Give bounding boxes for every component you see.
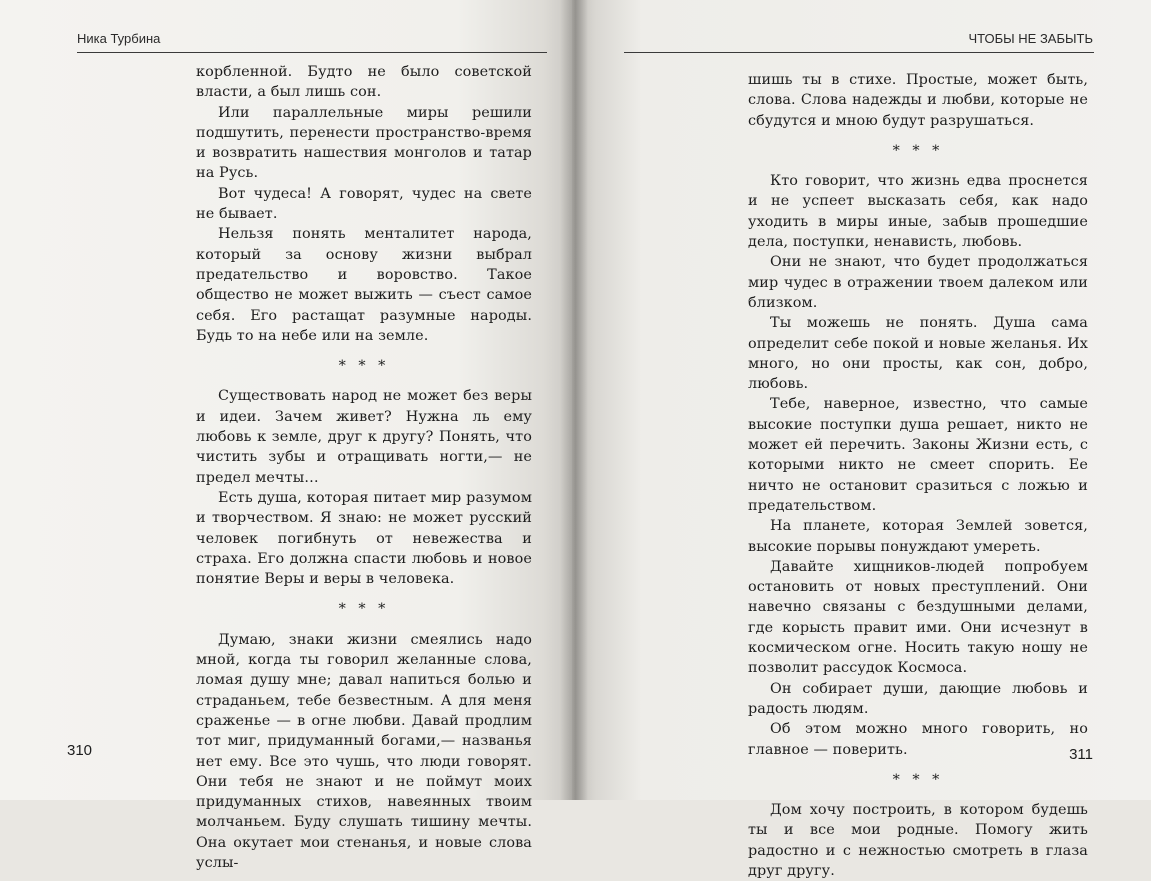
paragraph: Нельзя понять менталитет народа, который за основу жизни выбрал предательство и воровство. Такое общество не может выжить — съест самое себя. Его растащат разумные народы. Будь то на небе или на земле. <box>196 226 532 344</box>
paragraph: Кто говорит, что жизнь едва проснется и не успеет высказать себя, как надо уходить в миры иные, забыв прошедшие дела, поступки, ненависть, любовь. <box>748 173 1088 251</box>
paragraph: На планете, которая Землей зовется, высокие порывы понуждают умереть. <box>748 518 1088 555</box>
book-gutter <box>560 0 588 800</box>
section-divider-stars: * * * <box>892 142 944 159</box>
paragraph: Тебе, наверное, известно, что самые высокие поступки душа решает, никто не может ей перечить. Законы Жизни есть, с которыми никто не смеет спорить. Ее ничто не остановит сразиться с ложью и предательством. <box>748 396 1088 514</box>
page-number-right: 311 <box>1069 746 1093 763</box>
running-head-author: Ника Турбина <box>77 31 161 46</box>
paragraph: Давайте хищников-людей попробуем остановить от новых преступлений. Они навечно связаны с бездушными делами, где корысть правит ими. Они исчезнут в космическом огне. Носить такую ношу не позволит рассудок Космоса. <box>748 558 1088 677</box>
page-number-left: 310 <box>67 742 93 759</box>
left-page-body <box>196 62 532 873</box>
paragraph: Существовать народ не может без веры и идеи. Зачем живет? Нужна ль ему любовь к земле, друг к другу? Понять, что чистить зубы и отращивать ногти,— не предел мечты… <box>196 388 532 486</box>
paragraph: Думаю, знаки жизни смеялись надо мной, когда ты говорил желанные слова, ломая душу мне; давал напиться болью и страданьем, тебе безвестным. А для меня сраженье — в огне любви. Давай продлим тот миг, придуманный богами,— названья нет ему. Все это чушь, что люди говорят. Они тебя не знают и не поймут моих придуманных стихов, навеянных твоим молчаньем. Буду слушать тишину мечты. Она окутает мои стенанья, и новые слова услы- <box>196 631 532 871</box>
paragraph: Об этом можно много говорить, но главное — поверить. <box>748 721 1088 758</box>
header-rule <box>77 52 547 53</box>
left-page <box>0 0 572 871</box>
paragraph: Или параллельные миры решили подшутить, перенести пространство-время и возвратить нашествия монголов и татар на Русь. <box>196 104 532 182</box>
paragraph: Он собирает души, дающие любовь и радость людям. <box>748 680 1088 717</box>
paragraph: Вот чудеса! А говорят, чудес на свете не бывает. <box>196 185 532 223</box>
running-head-title: ЧТОБЫ НЕ ЗАБЫТЬ <box>968 31 1093 46</box>
paragraph: корбленной. Будто не было советской власти, а был лишь сон. <box>196 64 532 101</box>
header-rule <box>624 52 1094 53</box>
paragraph: шишь ты в стихе. Простые, может быть, слова. Слова надежды и любви, которые не сбудутся и мною будут разрушаться. <box>748 72 1088 129</box>
section-divider-stars: * * * <box>338 601 390 618</box>
right-page-body <box>748 70 1088 881</box>
right-page <box>572 0 1151 879</box>
paragraph: Дом хочу построить, в котором будешь ты и все мои родные. Помогу жить радостно и с нежностью смотреть в глаза друг другу. <box>748 802 1088 879</box>
paragraph: Есть душа, которая питает мир разумом и творчеством. Я знаю: не может русский человек погибнуть от невежества и страха. Его должна спасти любовь и новое понятие Веры и веры в человека. <box>196 489 532 588</box>
paragraph: Они не знают, что будет продолжаться мир чудес в отражении твоем далеком или близком. <box>748 254 1088 311</box>
paragraph: Ты можешь не понять. Душа сама определит себе покой и новые желанья. Их много, но они просты, как сон, добро, любовь. <box>748 315 1088 393</box>
section-divider-stars: * * * <box>338 358 390 375</box>
section-divider-stars: * * * <box>892 771 944 788</box>
